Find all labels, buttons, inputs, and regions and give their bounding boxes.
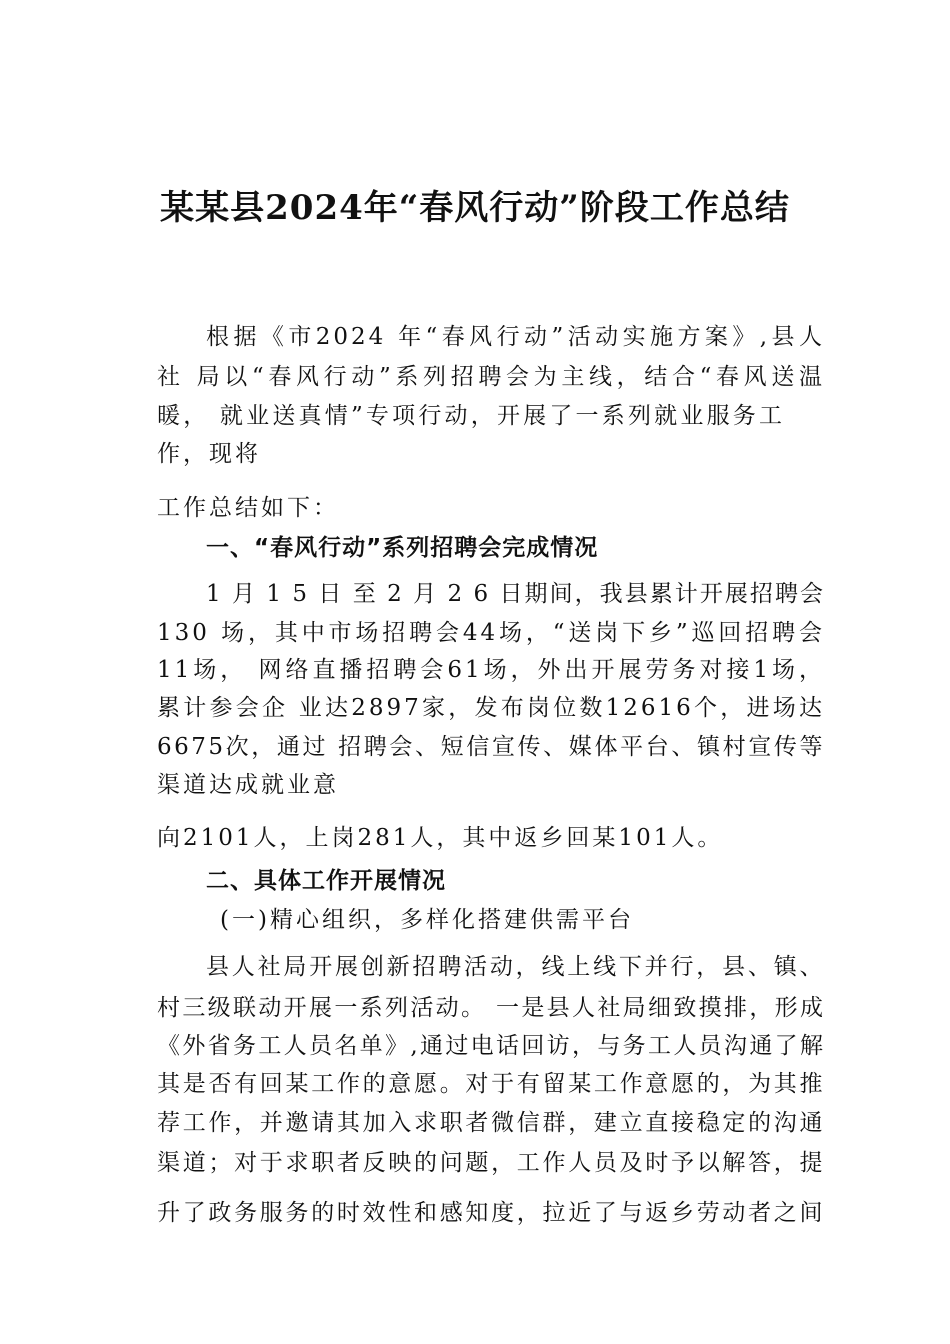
subsection-heading: (一)精心组织，多样化搭建供需平台 <box>220 907 634 933</box>
section1-line: 1 月 1 5 日 至 2 月 2 6 日期间，我县累计开展招聘会 <box>206 581 825 607</box>
document-title: 某某县2024年“春风行动”阶段工作总结 <box>160 188 790 228</box>
subsection1-line: 县人社局开展创新招聘活动，线上线下并行，县、镇、 <box>206 954 825 980</box>
section1-line: 渠道达成就业意 <box>157 772 339 798</box>
subsection1-line: 升了政务服务的时效性和感知度，拉近了与返乡劳动者之间 <box>157 1200 825 1226</box>
section1-line: 130 场，其中市场招聘会44场，“送岗下乡”巡回招聘会 <box>157 620 825 646</box>
intro-line: 根据《市2024 年“春风行动”活动实施方案》,县人 <box>206 324 825 350</box>
section1-line: 6675次，通过 招聘会、短信宣传、媒体平台、镇村宣传等 <box>157 734 825 760</box>
section1-line: 累计参会企 业达2897家，发布岗位数12616个，进场达 <box>157 695 825 721</box>
subsection1-line: 《外省务工人员名单》,通过电话回访，与务工人员沟通了解 <box>157 1033 825 1059</box>
intro-line: 作，现将 <box>157 441 261 467</box>
subsection1-line: 其是否有回某工作的意愿。对于有留某工作意愿的，为其推 <box>157 1071 825 1097</box>
subsection1-line: 村三级联动开展一系列活动。 一是县人社局细致摸排，形成 <box>157 995 825 1021</box>
intro-tail: 工作总结如下： <box>157 495 339 521</box>
section-heading: 一、“春风行动”系列招聘会完成情况 <box>206 535 599 561</box>
intro-line: 暖， 就业送真情”专项行动，开展了一系列就业服务工 <box>157 403 785 429</box>
section-heading: 二、具体工作开展情况 <box>206 868 446 894</box>
section1-line: 11场， 网络直播招聘会61场，外出开展劳务对接1场， <box>157 657 825 683</box>
subsection1-line: 渠道；对于求职者反映的问题，工作人员及时予以解答，提 <box>157 1150 825 1176</box>
intro-line: 社 局以“春风行动”系列招聘会为主线，结合“春风送温 <box>157 364 825 390</box>
subsection1-line: 荐工作，并邀请其加入求职者微信群，建立直接稳定的沟通 <box>157 1110 825 1136</box>
section1-tail: 向2101人，上岗281人，其中返乡回某101人。 <box>157 825 724 851</box>
